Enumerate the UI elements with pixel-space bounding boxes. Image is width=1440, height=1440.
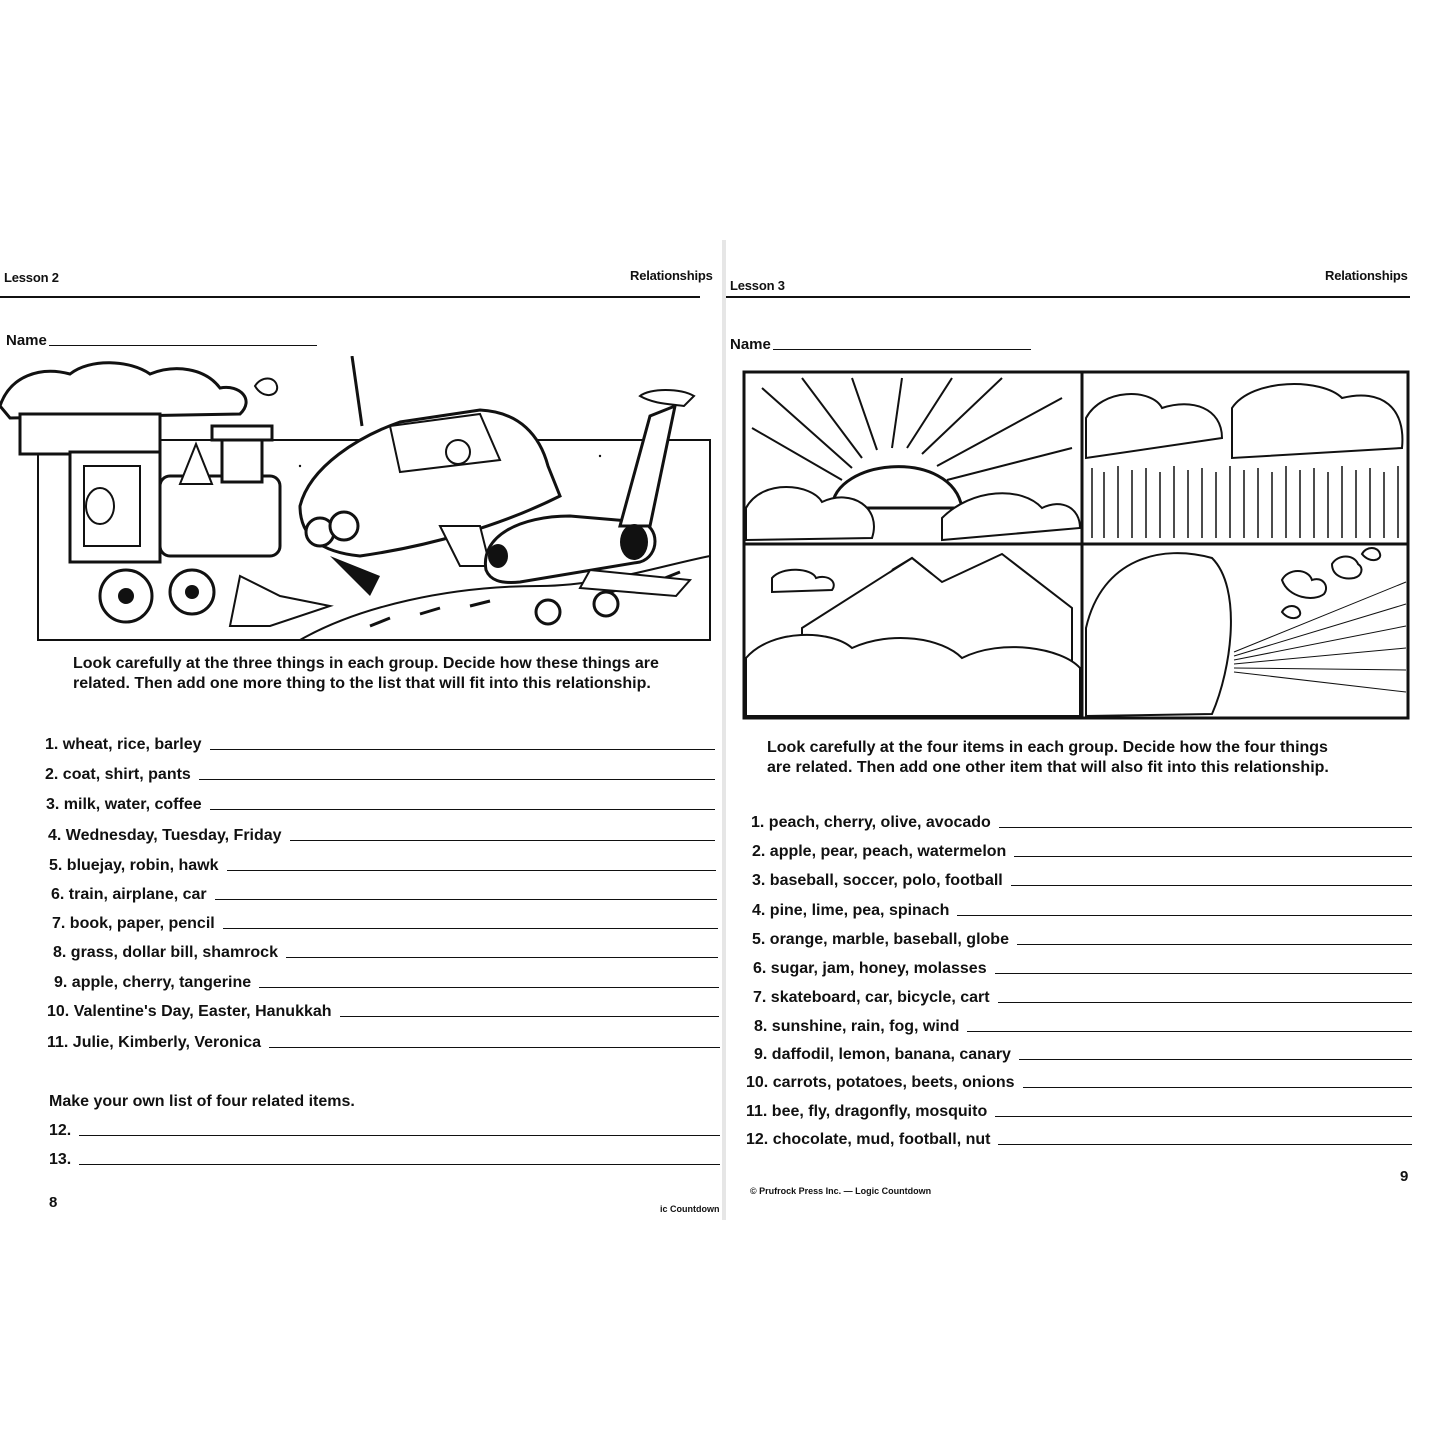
answer-line[interactable] — [1019, 1059, 1412, 1060]
question-row[interactable] — [49, 857, 716, 875]
answer-line[interactable] — [269, 1047, 720, 1048]
topic-label: Relationships — [1325, 268, 1408, 283]
header-rule — [726, 296, 1410, 298]
question-text: 9. daffodil, lemon, banana, canary — [754, 1046, 1011, 1063]
question-text: 8. grass, dollar bill, shamrock — [53, 944, 278, 961]
answer-line[interactable] — [79, 1164, 720, 1165]
question-text: 11. bee, fly, dragonfly, mosquito — [746, 1103, 988, 1120]
answer-line[interactable] — [995, 1116, 1412, 1117]
question-text: 3. milk, water, coffee — [46, 796, 202, 813]
instructions: Look carefully at the three things in each group. Decide how these things are related. Then add one more thing to the list that will fit into this relationship. — [73, 655, 659, 692]
own-item-number: 13. — [49, 1151, 72, 1168]
question-text: 1. wheat, rice, barley — [45, 736, 202, 753]
answer-line[interactable] — [1017, 944, 1412, 945]
question-row[interactable] — [48, 827, 715, 845]
question-text: 8. sunshine, rain, fog, wind — [754, 1018, 960, 1035]
answer-line[interactable] — [210, 749, 715, 750]
topic-label: Relationships — [630, 268, 713, 283]
question-row[interactable] — [51, 886, 717, 904]
answer-line[interactable] — [259, 987, 719, 988]
footer-text: © Prufrock Press Inc. — Logic Countdown — [750, 1186, 932, 1196]
question-text: 2. coat, shirt, pants — [45, 766, 191, 783]
answer-line[interactable] — [998, 1144, 1412, 1145]
question-text: 6. sugar, jam, honey, molasses — [753, 960, 987, 977]
question-text: 9. apple, cherry, tangerine — [54, 974, 252, 991]
question-text: 12. chocolate, mud, football, nut — [746, 1131, 991, 1148]
question-row[interactable] — [54, 974, 719, 992]
answer-line[interactable] — [957, 915, 1412, 916]
question-row[interactable] — [752, 843, 1412, 861]
weather-panels-icon — [742, 368, 1412, 722]
vehicles-cartoon-icon — [0, 356, 716, 646]
answer-line[interactable] — [1014, 856, 1412, 857]
question-text: 4. Wednesday, Tuesday, Friday — [48, 827, 282, 844]
question-text: 2. apple, pear, peach, watermelon — [752, 843, 1007, 860]
lesson-label: Lesson 3 — [730, 278, 785, 293]
answer-line[interactable] — [227, 870, 716, 871]
question-row[interactable] — [47, 1003, 719, 1021]
answer-line[interactable] — [290, 840, 715, 841]
question-text: 7. book, paper, pencil — [52, 915, 215, 932]
question-text: 4. pine, lime, pea, spinach — [752, 902, 950, 919]
name-label: Name — [730, 336, 771, 353]
name-label: Name — [6, 332, 47, 349]
answer-line[interactable] — [223, 928, 718, 929]
answer-line[interactable] — [210, 809, 715, 810]
question-row[interactable] — [45, 736, 715, 754]
question-row[interactable] — [52, 915, 718, 933]
question-row[interactable] — [752, 931, 1412, 949]
own-item-number: 12. — [49, 1122, 72, 1139]
question-row[interactable] — [46, 796, 715, 814]
question-row[interactable] — [746, 1131, 1412, 1149]
question-row[interactable] — [753, 960, 1412, 978]
answer-line[interactable] — [340, 1016, 719, 1017]
question-text: 3. baseball, soccer, polo, football — [752, 872, 1003, 889]
question-row[interactable] — [754, 1018, 1412, 1036]
question-text: 5. orange, marble, baseball, globe — [752, 931, 1009, 948]
question-text: 7. skateboard, car, bicycle, cart — [753, 989, 990, 1006]
question-text: 10. carrots, potatoes, beets, onions — [746, 1074, 1015, 1091]
answer-line[interactable] — [967, 1031, 1412, 1032]
question-row[interactable] — [753, 989, 1412, 1007]
question-text: 11. Julie, Kimberly, Veronica — [47, 1034, 262, 1051]
answer-line[interactable] — [999, 827, 1412, 828]
answer-line[interactable] — [998, 1002, 1412, 1003]
right-page — [726, 240, 1416, 1220]
name-field[interactable] — [730, 336, 1031, 353]
question-row[interactable] — [45, 766, 715, 784]
own-list-prompt: Make your own list of four related items. — [49, 1093, 355, 1110]
answer-line[interactable] — [995, 973, 1412, 974]
question-row[interactable] — [752, 902, 1412, 920]
own-item-row[interactable] — [49, 1122, 720, 1140]
page-number: 9 — [1400, 1168, 1409, 1185]
answer-line[interactable] — [1023, 1087, 1412, 1088]
lesson-label: Lesson 2 — [4, 270, 59, 285]
question-text: 5. bluejay, robin, hawk — [49, 857, 219, 874]
question-row[interactable] — [746, 1103, 1412, 1121]
name-line[interactable] — [773, 349, 1031, 350]
question-text: 6. train, airplane, car — [51, 886, 207, 903]
answer-line[interactable] — [286, 957, 718, 958]
instructions: Look carefully at the four items in each group. Decide how the four things are related. Then add one other item that will also fit into this relationship. — [767, 739, 1329, 776]
name-line[interactable] — [49, 345, 317, 346]
question-row[interactable] — [754, 1046, 1412, 1064]
own-item-row[interactable] — [49, 1151, 720, 1169]
answer-line[interactable] — [199, 779, 715, 780]
question-row[interactable] — [752, 872, 1412, 890]
question-row[interactable] — [751, 814, 1412, 832]
header-rule — [0, 296, 700, 298]
question-row[interactable] — [746, 1074, 1412, 1092]
question-row[interactable] — [47, 1034, 720, 1052]
answer-line[interactable] — [79, 1135, 720, 1136]
name-field[interactable] — [6, 332, 317, 349]
answer-line[interactable] — [1011, 885, 1412, 886]
answer-line[interactable] — [215, 899, 717, 900]
question-text: 10. Valentine's Day, Easter, Hanukkah — [47, 1003, 332, 1020]
footer-text: ic Countdown — [660, 1204, 720, 1214]
left-page — [0, 240, 722, 1220]
page-number: 8 — [49, 1194, 58, 1211]
question-text: 1. peach, cherry, olive, avocado — [751, 814, 991, 831]
question-row[interactable] — [53, 944, 718, 962]
